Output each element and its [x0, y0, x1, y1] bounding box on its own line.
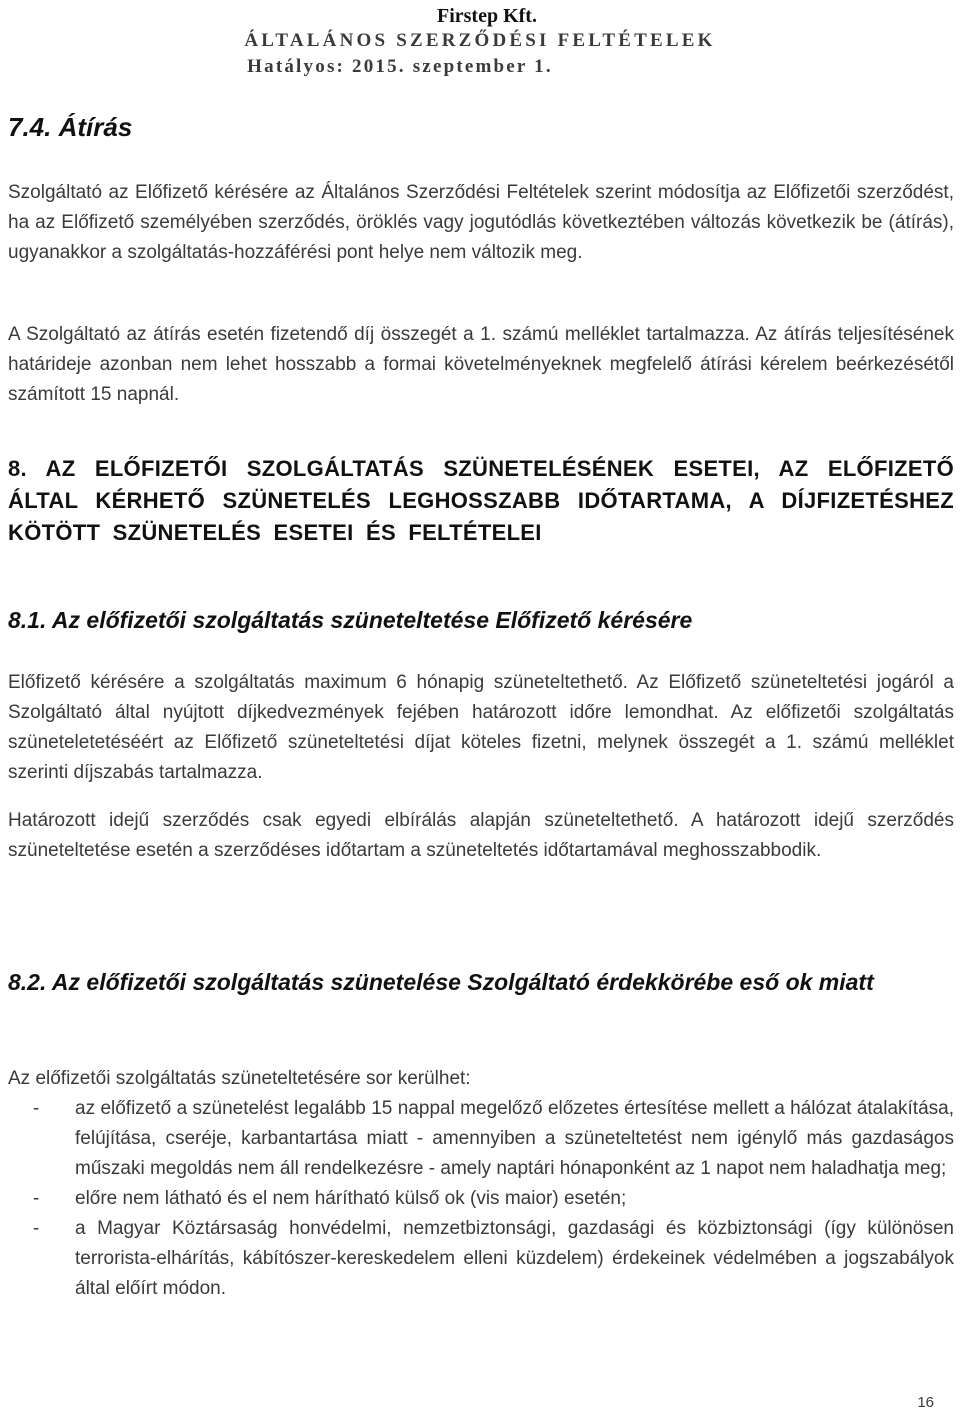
- list-item: [8, 1214, 954, 1304]
- document-title: ÁLTALÁNOS SZERZŐDÉSI FELTÉTELEK: [244, 30, 716, 51]
- list-item-text: előre nem látható és el nem hárítható külső ok (vis maior) esetén;: [75, 1188, 627, 1209]
- list-dash: -: [33, 1098, 40, 1119]
- reasons-list: [8, 1094, 954, 1304]
- section-8-2-intro: Az előfizetői szolgáltatás szüneteltetésére sor kerülhet:: [8, 1068, 471, 1089]
- list-item-text: a Magyar Köztársaság honvédelmi, nemzetbiztonsági, gazdasági és közbiztonsági (így különösen terrorista-elhárítás, kábítószer-kereskedelem elleni küzdelem) érdekeinek védelmében a jogszabályok által előírt módon.: [75, 1218, 954, 1299]
- section-8-1-paragraph-2: Határozott idejű szerződés csak egyedi elbírálás alapján szüneteltethető. A határozott idejű szerződés szüneteltetése esetén a szerződéses időtartam a szüneteltetés időtartamával meghosszabbodik.: [8, 810, 954, 861]
- effective-date: Hatályos: 2015. szeptember 1.: [247, 56, 553, 77]
- section-8-title: 8. AZ ELŐFIZETŐI SZOLGÁLTATÁS SZÜNETELÉSÉNEK ESETEI, AZ ELŐFIZETŐ ÁLTAL KÉRHETŐ SZÜNETELÉS LEGHOSSZABB IDŐTARTAMA, A DÍJFIZETÉSHEZ KÖTÖTT SZÜNETELÉS ESETEI ÉS FELTÉTELEI: [8, 456, 954, 545]
- list-item: [8, 1094, 954, 1184]
- document-header: [0, 4, 960, 79]
- section-8-1-title: 8.1. Az előfizetői szolgáltatás szüneteltetése Előfizető kérésére: [8, 607, 693, 633]
- list-item-text: az előfizető a szünetelést legalább 15 nappal megelőző előzetes értesítése mellett a hálózat átalakítása, felújítása, cseréje, karbantartása miatt - amennyiben a szüneteltetést nem igénylő más gazdaságos műszaki megoldás nem áll rendelkezésre - amely naptári hónaponként az 1 napot nem haladhatja meg;: [75, 1098, 954, 1179]
- section-8-2-title: 8.2. Az előfizetői szolgáltatás szünetelése Szolgáltató érdekkörébe eső ok miatt: [8, 969, 874, 995]
- section-7-4-paragraph-2: A Szolgáltató az átírás esetén fizetendő díj összegét a 1. számú melléklet tartalmazza. Az átírás teljesítésének határideje azonban nem lehet hosszabb a formai követelményeknek megfelelő átírási kérelem beérkezésétől számított 15 napnál.: [8, 324, 954, 405]
- section-7-4-title: 7.4. Átírás: [8, 112, 133, 142]
- section-8-1-paragraph-1: Előfizető kérésére a szolgáltatás maximum 6 hónapig szüneteltethető. Az Előfizető szüneteltetési jogáról a Szolgáltató által nyújtott díjkedvezmények fejében határozott időre lemondhat. Az előfizetői szolgáltatás szüneteletetéséért az Előfizető szüneteltetési díjat köteles fizetni, melynek összegét a 1. számú melléklet szerinti díjszabás tartalmazza.: [8, 672, 954, 783]
- page-number: 16: [917, 1394, 934, 1411]
- list-dash: -: [33, 1218, 40, 1239]
- list-item: [8, 1184, 954, 1214]
- company-name: Firstep Kft.: [437, 5, 537, 27]
- section-7-4-paragraph-1: Szolgáltató az Előfizető kérésére az Általános Szerződési Feltételek szerint módosítja az Előfizetői szerződést, ha az Előfizető személyében szerződés, öröklés vagy jogutódlás következtében változás következik be (átírás), ugyanakkor a szolgáltatás-hozzáférési pont helye nem változik meg.: [8, 182, 954, 263]
- list-dash: -: [33, 1188, 40, 1209]
